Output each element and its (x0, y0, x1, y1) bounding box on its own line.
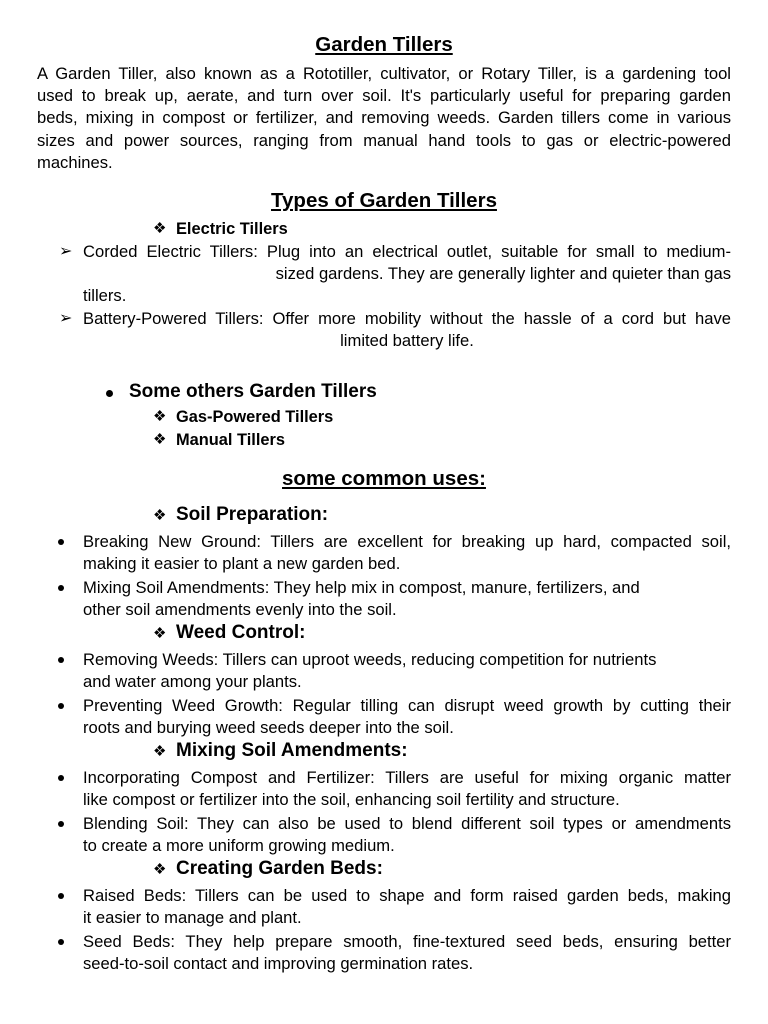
bullet-dot-icon (58, 939, 64, 945)
list-item-line: Blending Soil: They can also be used to blend different soil types or amendments (83, 814, 731, 833)
page-title: Garden Tillers (315, 33, 453, 56)
intro-line: beds, mixing in compost or fertilizer, and removing weeds. Garden tillers come in various (37, 108, 731, 127)
diamond-bullet-icon: ❖ (153, 625, 167, 642)
other-tillers-label: Some others Garden Tillers (129, 381, 377, 402)
list-item-line: Preventing Weed Growth: Regular tilling can disrupt weed growth by cutting their (83, 696, 731, 715)
uses-heading: some common uses: (282, 467, 486, 490)
corded-line: sized gardens. They are generally lighter and quieter than gas (275, 264, 731, 283)
types-heading: Types of Garden Tillers (271, 189, 497, 212)
bullet-dot-icon (58, 703, 64, 709)
gas-tillers-label: Gas-Powered Tillers (176, 408, 334, 426)
list-item-line: and water among your plants. (83, 672, 302, 691)
intro-line: used to break up, aerate, and turn over soil. It's particularly useful for preparing garden (37, 86, 731, 105)
intro-line: sizes and power sources, ranging from manual hand tools to gas or electric-powered (37, 131, 731, 150)
bullet-dot-icon (58, 893, 64, 899)
battery-line: Battery-Powered Tillers: Offer more mobility without the hassle of a cord but have (83, 309, 731, 328)
mixing-amendments-label: Mixing Soil Amendments: (176, 740, 408, 761)
bullet-dot-icon (58, 657, 64, 663)
intro-line: machines. (37, 153, 113, 172)
bullet-dot-icon (106, 390, 113, 397)
bullet-dot-icon (58, 539, 64, 545)
list-item-line: seed-to-soil contact and improving germination rates. (83, 954, 474, 973)
list-item-line: Removing Weeds: Tillers can uproot weeds, reducing competition for nutrients (83, 650, 657, 669)
bullet-dot-icon (58, 775, 64, 781)
manual-tillers-label: Manual Tillers (176, 431, 286, 449)
bullet-dot-icon (58, 585, 64, 591)
arrow-bullet-icon: ➢ (59, 243, 73, 260)
electric-tillers-label: Electric Tillers (176, 220, 288, 238)
list-item-line: Seed Beds: They help prepare smooth, fine-textured seed beds, ensuring better (83, 932, 731, 951)
intro-line: A Garden Tiller, also known as a Rototiller, cultivator, or Rotary Tiller, is a gardening tool (37, 64, 731, 83)
diamond-bullet-icon: ❖ (153, 431, 167, 448)
diamond-bullet-icon: ❖ (153, 507, 167, 524)
diamond-bullet-icon: ❖ (153, 861, 167, 878)
list-item-line: Breaking New Ground: Tillers are excellent for breaking up hard, compacted soil, (83, 532, 731, 551)
diamond-bullet-icon: ❖ (153, 220, 167, 237)
battery-line: limited battery life. (340, 331, 474, 350)
arrow-bullet-icon: ➢ (59, 310, 73, 327)
list-item-line: Raised Beds: Tillers can be used to shape and form raised garden beds, making (83, 886, 731, 905)
list-item-line: to create a more uniform growing medium. (83, 836, 395, 855)
list-item-line: it easier to manage and plant. (83, 908, 302, 927)
soil-preparation-label: Soil Preparation: (176, 504, 329, 525)
list-item-line: like compost or fertilizer into the soil, enhancing soil fertility and structure. (83, 790, 620, 809)
corded-line: Corded Electric Tillers: Plug into an electrical outlet, suitable for small to medium- (83, 242, 731, 261)
list-item-line: making it easier to plant a new garden bed. (83, 554, 401, 573)
bullet-dot-icon (58, 821, 64, 827)
list-item-line: Mixing Soil Amendments: They help mix in compost, manure, fertilizers, and (83, 578, 640, 597)
garden-beds-label: Creating Garden Beds: (176, 858, 383, 879)
list-item-line: roots and burying weed seeds deeper into the soil. (83, 718, 454, 737)
diamond-bullet-icon: ❖ (153, 743, 167, 760)
weed-control-label: Weed Control: (176, 622, 306, 643)
diamond-bullet-icon: ❖ (153, 408, 167, 425)
corded-line: tillers. (83, 286, 127, 305)
list-item-line: other soil amendments evenly into the soil. (83, 600, 397, 619)
list-item-line: Incorporating Compost and Fertilizer: Tillers are useful for mixing organic matter (83, 768, 731, 787)
